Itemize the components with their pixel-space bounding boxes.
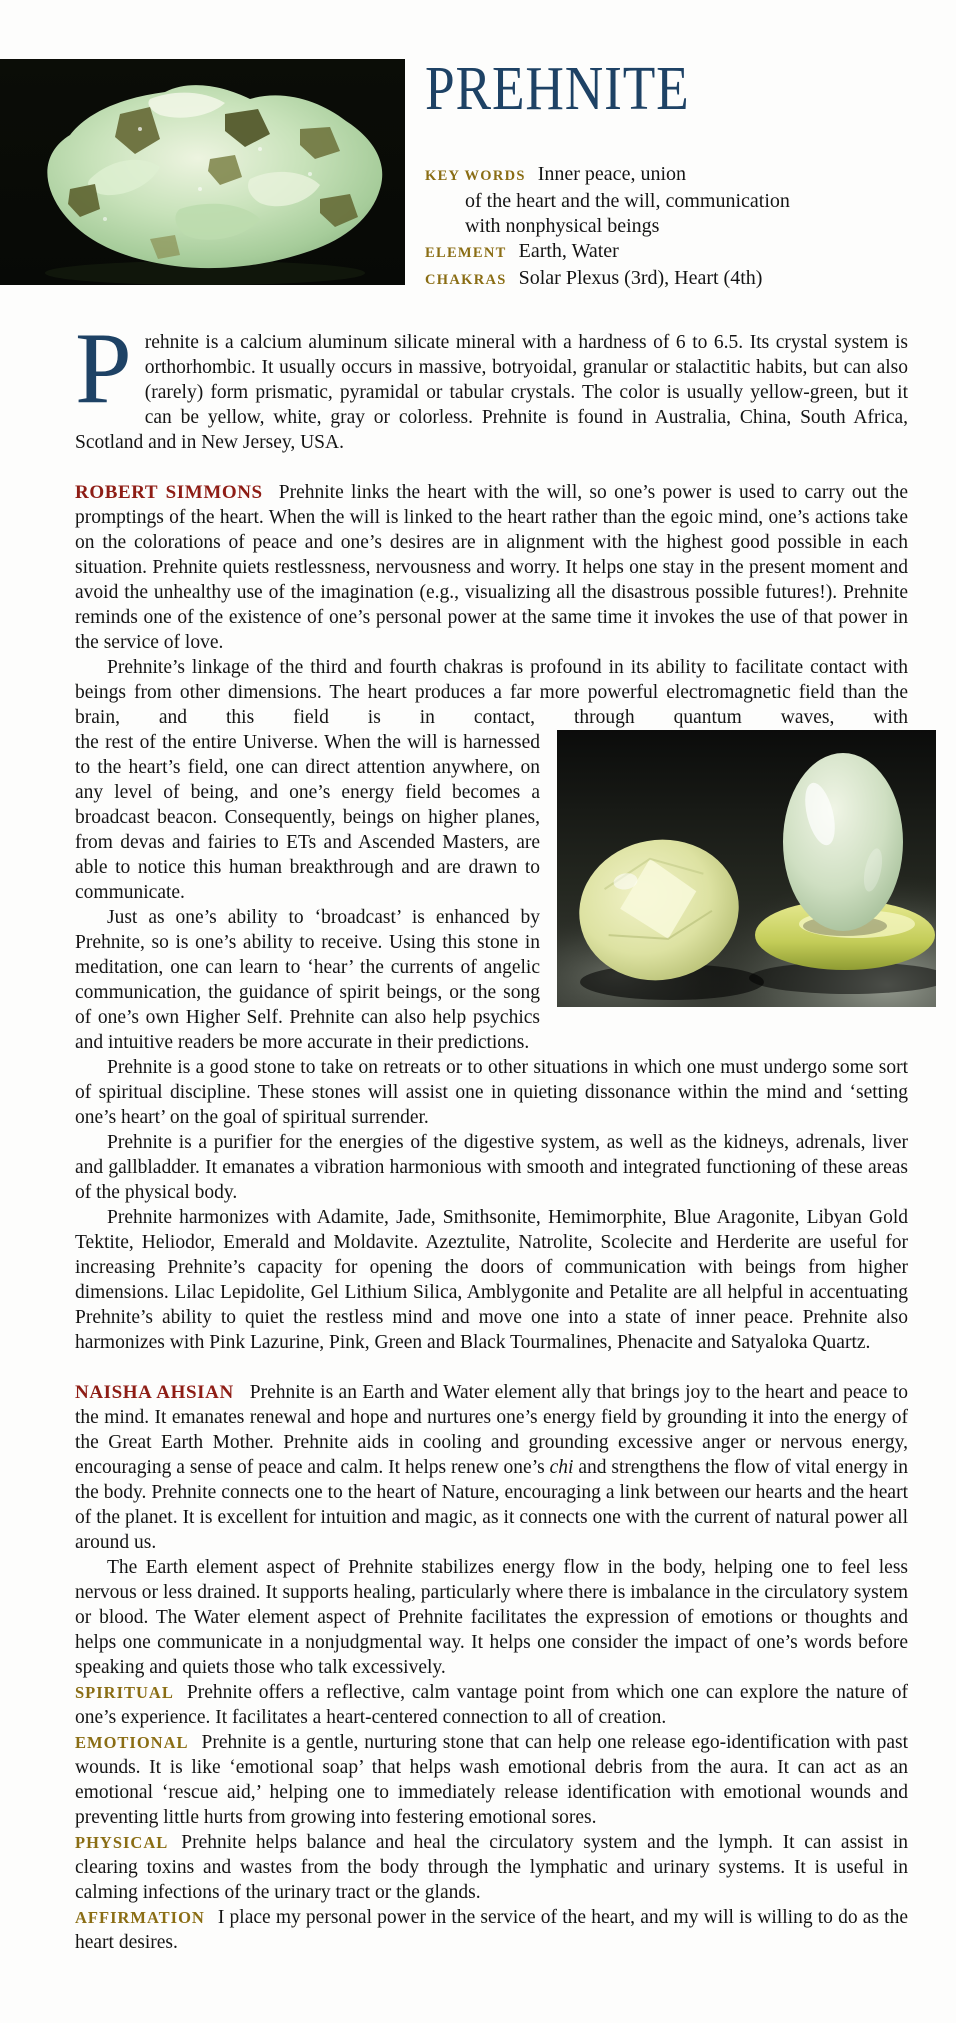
emotional-label: EMOTIONAL [75, 1733, 189, 1752]
paragraph: The Earth element aspect of Prehnite stabilizes energy flow in the body, helping one to feel less nervous or less drained. It supports healing, particularly where there is imbalance in the circulatory system or blood. The Water element aspect of Prehnite facilitates the expression of emotions or thoughts and helps one communicate in a nonjudgmental way. It helps one consider the impact of one’s words before speaking and quiets those who talk excessively. [75, 1557, 908, 1678]
physical-paragraph [75, 1830, 908, 1905]
affirmation-paragraph [75, 1905, 908, 1955]
header [425, 56, 925, 293]
naisha-ahsian-heading: NAISHA AHSIAN [75, 1382, 234, 1403]
paragraph: Prehnite is a good stone to take on retreats or to other situations in which one must undergo some sort of spiritual discipline. These stones will assist one in quieting dissonance within the mind and ‘setting one’s heart’ on the goal of spiritual surrender. [75, 1057, 908, 1128]
affirmation-label: AFFIRMATION [75, 1908, 205, 1927]
element-label: ELEMENT [425, 245, 507, 261]
key-words-value-line3: with nonphysical beings [465, 215, 660, 237]
physical-label: PHYSICAL [75, 1833, 169, 1852]
paragraph-text: Prehnite is an Earth and Water element ally that brings joy to the heart and peace to the mind. It emanates renewal and hope and nurtures one’s energy field by grounding it into the energy of the Great Earth Mother. Prehnite aids in cooling and grounding excessive anger or nervous energy, encouraging a sense of peace and calm. It helps renew one’s [75, 1382, 908, 1478]
intro-paragraph [75, 312, 908, 455]
stone-meta [425, 162, 925, 293]
naisha-ahsian-section [75, 1380, 908, 1955]
paragraph-text: Prehnite is a gentle, nurturing stone that can help one release ego-identification with past wounds. It is like ‘emotional soap’ that helps wash emotional debris from the aura. It can act as an emotional ‘rescue aid,’ helping one to immediately release identification with emotional wounds and preventing little hurts from growing into festering emotional sores. [75, 1732, 908, 1828]
paragraph-text: Prehnite offers a reflective, calm vantage point from which one can explore the nature of one’s experience. It facilitates a heart-centered connection to all of creation. [75, 1682, 908, 1728]
chakras-row [425, 266, 925, 293]
paragraph: Just as one’s ability to ‘broadcast’ is enhanced by Prehnite, so is one’s ability to receive. Using this stone in meditation, one can learn to ‘hear’ the currents of angelic communication, the guidance of spirit beings, or the song of one’s own Higher Self. Prehnite can also help psychics and intuitive readers be more accurate in their predictions. [75, 907, 540, 1053]
key-words-value: Inner peace, union [537, 163, 686, 185]
prehnite-specimen-photo [0, 59, 405, 285]
paragraph: Prehnite is a purifier for the energies of the digestive system, as well as the kidneys, adrenals, liver and gallbladder. It emanates a vibration harmonious with smooth and integrated functioning of these areas of the physical body. [75, 1132, 908, 1203]
chakras-value: Solar Plexus (3rd), Heart (4th) [518, 267, 763, 289]
key-words-label: KEY WORDS [425, 168, 526, 184]
paragraph: Prehnite harmonizes with Adamite, Jade, Smithsonite, Hemimorphite, Blue Aragonite, Libyan Gold Tektite, Heliodor, Emerald and Moldavite. Azeztulite, Natrolite, Scolecite and Herderite are useful for increasing Prehnite’s capacity for opening the doors of communication with beings from higher dimensions. Lilac Lepidolite, Gel Lithium Silica, Amblygonite and Petalite are all helpful in accentuating Prehnite’s ability to quiet the restless mind and move one into a state of inner peace. Prehnite also harmonizes with Pink Lazurine, Pink, Green and Black Tourmalines, Phenacite and Satyaloka Quartz. [75, 1207, 908, 1353]
page-title: PREHNITE [425, 55, 690, 123]
paragraph: the rest of the entire Universe. When the will is harnessed to the heart’s field, one can direct attention anywhere, on any level of being, and one’s energy field becomes a broadcast beacon. Consequently, beings on higher planes, from devas and fairies to ETs and Ascended Masters, are able to notice this human breakthrough and are drawn to communicate. [75, 732, 540, 903]
paragraph-text: I place my personal power in the service of the heart, and my will is willing to do as the heart desires. [75, 1907, 908, 1953]
paragraph: Prehnite’s linkage of the third and fourth chakras is profound in its ability to facilitate contact with beings from other dimensions. The heart produces a far more powerful electromagnetic field than the brain, and this field is in contact, through quantum waves, with [75, 657, 908, 728]
spiritual-label: SPIRITUAL [75, 1683, 174, 1702]
spiritual-paragraph [75, 1680, 908, 1730]
paragraph-text: Prehnite helps balance and heal the circulatory system and the lymph. It can assist in clearing toxins and wastes from the body through the lymphatic and urinary systems. It is useful in calming infections of the urinary tract or the glands. [75, 1832, 908, 1903]
paragraph [75, 480, 908, 655]
element-row [425, 239, 925, 266]
paragraph-text: Prehnite links the heart with the will, so one’s power is used to carry out the promptings of the heart. When the will is linked to the heart rather than the egoic mind, one’s actions take on the colorations of peace and one’s desires are in alignment with the highest good possible in each situation. Prehnite quiets restlessness, nervousness and worry. It helps one stay in the present moment and avoid the unhealthy use of the imagination (e.g., visualizing all the disastrous possible futures!). Prehnite reminds one of the existence of one’s personal power at the same time it invokes the use of that power in the service of love. [75, 482, 908, 653]
paragraph-text: and strengthens the flow of vital energy in the body. Prehnite connects one to the heart of Nature, encouraging a link between our hearts and the heart of the planet. It is excellent for intuition and magic, as it connects one with the current of natural power all around us. [75, 1457, 908, 1553]
emotional-paragraph [75, 1730, 908, 1830]
prehnite-polished-stones-photo [557, 730, 936, 1007]
polished-stones-illustration [557, 730, 936, 1007]
paragraph [75, 1380, 908, 1555]
italic-term: chi [549, 1457, 574, 1478]
key-words-value-line2: of the heart and the will, communication [465, 190, 790, 212]
chakras-label: CHAKRAS [425, 272, 507, 288]
element-value: Earth, Water [518, 240, 619, 262]
key-words-row [425, 162, 925, 189]
prehnite-specimen-illustration [0, 59, 405, 285]
wrap-block [75, 730, 908, 1055]
robert-simmons-heading: ROBERT SIMMONS [75, 482, 263, 503]
robert-simmons-section [75, 480, 908, 1355]
intro-text: rehnite is a calcium aluminum silicate mineral with a hardness of 6 to 6.5. Its crystal system is orthorhombic. It usually occurs in massive, botryoidal, granular or stalactitic habits, but can also (rarely) form prismatic, pyramidal or tabular crystals. The color is usually yellow-green, but it can be yellow, white, gray or colorless. Prehnite is found in Australia, China, South Africa, Scotland and in New Jersey, USA. [75, 332, 908, 453]
body-text-column [75, 312, 908, 1955]
drop-cap: P [75, 312, 132, 425]
